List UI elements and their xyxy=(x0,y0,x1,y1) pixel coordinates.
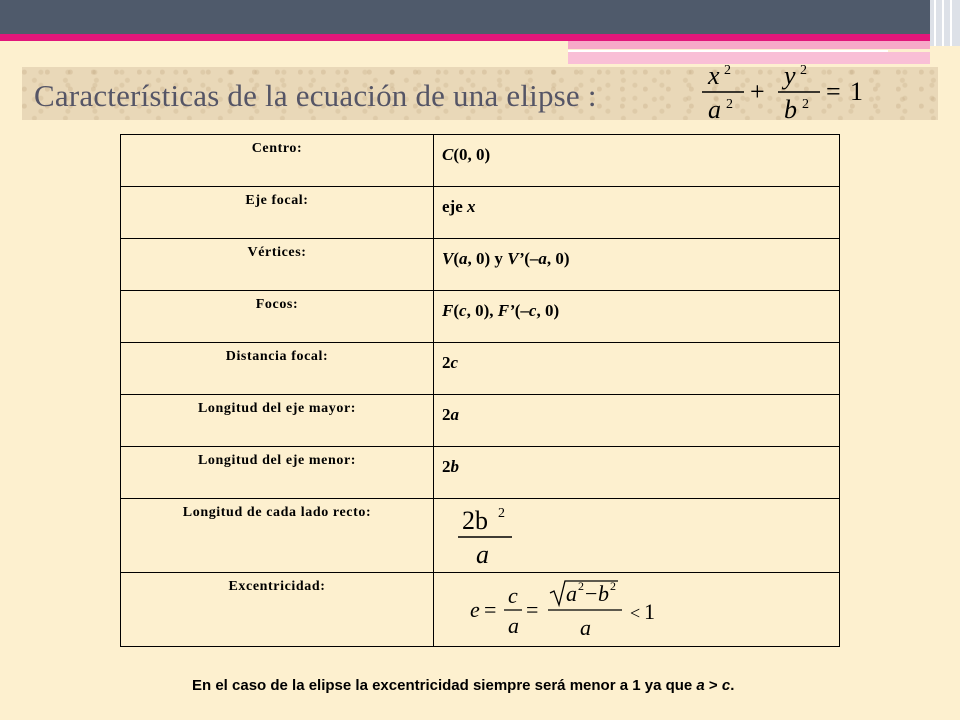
row-value: eje x xyxy=(434,187,840,239)
row-label: Longitud del eje mayor: xyxy=(121,395,434,447)
table-row xyxy=(121,395,840,447)
svg-text:+: + xyxy=(750,77,765,106)
row-label: Vértices: xyxy=(121,239,434,291)
svg-text:e: e xyxy=(470,597,480,622)
row-label: Excentricidad: xyxy=(121,573,434,647)
table-row xyxy=(121,573,840,647)
table-row xyxy=(121,291,840,343)
ellipse-properties-table xyxy=(120,134,840,647)
decor-line xyxy=(934,0,936,46)
svg-text:a: a xyxy=(708,95,721,124)
svg-text:a: a xyxy=(476,540,489,567)
svg-text:2: 2 xyxy=(498,506,505,521)
page-title: Características de la ecuación de una elipse : xyxy=(34,78,597,113)
svg-text:y: y xyxy=(784,62,796,90)
svg-text:1: 1 xyxy=(644,599,655,624)
row-value: F(c, 0), F’(–c, 0) xyxy=(434,291,840,343)
table-row xyxy=(121,447,840,499)
decor-line xyxy=(942,0,944,46)
latus-rectum-formula xyxy=(454,503,534,567)
footer-note: En el caso de la elipse la excentricidad siempre será menor a 1 ya que a > c. xyxy=(192,677,735,694)
svg-text:b: b xyxy=(784,95,797,124)
row-value: 2b xyxy=(434,447,840,499)
svg-text:=: = xyxy=(484,597,497,622)
svg-text:a: a xyxy=(580,615,591,640)
top-bar xyxy=(0,0,930,34)
accent-bar xyxy=(0,34,930,41)
title-equation xyxy=(700,62,870,124)
svg-text:=: = xyxy=(826,77,841,106)
svg-text:a: a xyxy=(508,613,519,638)
row-label: Longitud del eje menor: xyxy=(121,447,434,499)
row-label: Eje focal: xyxy=(121,187,434,239)
row-label: Centro: xyxy=(121,135,434,187)
svg-text:<: < xyxy=(630,603,641,623)
eccentricity-formula xyxy=(464,577,664,641)
svg-text:−: − xyxy=(585,581,598,606)
row-label: Distancia focal: xyxy=(121,343,434,395)
svg-text:c: c xyxy=(508,583,518,608)
svg-text:2: 2 xyxy=(726,97,733,112)
row-value: 2c xyxy=(434,343,840,395)
decor-line xyxy=(950,0,952,46)
svg-text:2b: 2b xyxy=(462,506,488,535)
table-row xyxy=(121,135,840,187)
table-row xyxy=(121,187,840,239)
table-row xyxy=(121,499,840,573)
table-row xyxy=(121,239,840,291)
svg-text:b: b xyxy=(598,581,609,606)
svg-text:1: 1 xyxy=(850,77,863,106)
accent-bar-light xyxy=(568,41,930,49)
svg-text:=: = xyxy=(526,597,539,622)
svg-text:2: 2 xyxy=(802,97,809,112)
table-row xyxy=(121,343,840,395)
svg-text:2: 2 xyxy=(610,579,616,593)
row-value: C(0, 0) xyxy=(434,135,840,187)
row-value xyxy=(434,573,840,647)
svg-text:2: 2 xyxy=(800,63,807,78)
row-value: V(a, 0) y V’(–a, 0) xyxy=(434,239,840,291)
eq-x: x xyxy=(708,62,720,90)
row-value xyxy=(434,499,840,573)
svg-text:a: a xyxy=(566,581,577,606)
svg-text:2: 2 xyxy=(578,579,584,593)
row-label: Longitud de cada lado recto: xyxy=(121,499,434,573)
row-label: Focos: xyxy=(121,291,434,343)
row-value: 2a xyxy=(434,395,840,447)
svg-text:2: 2 xyxy=(724,63,731,78)
